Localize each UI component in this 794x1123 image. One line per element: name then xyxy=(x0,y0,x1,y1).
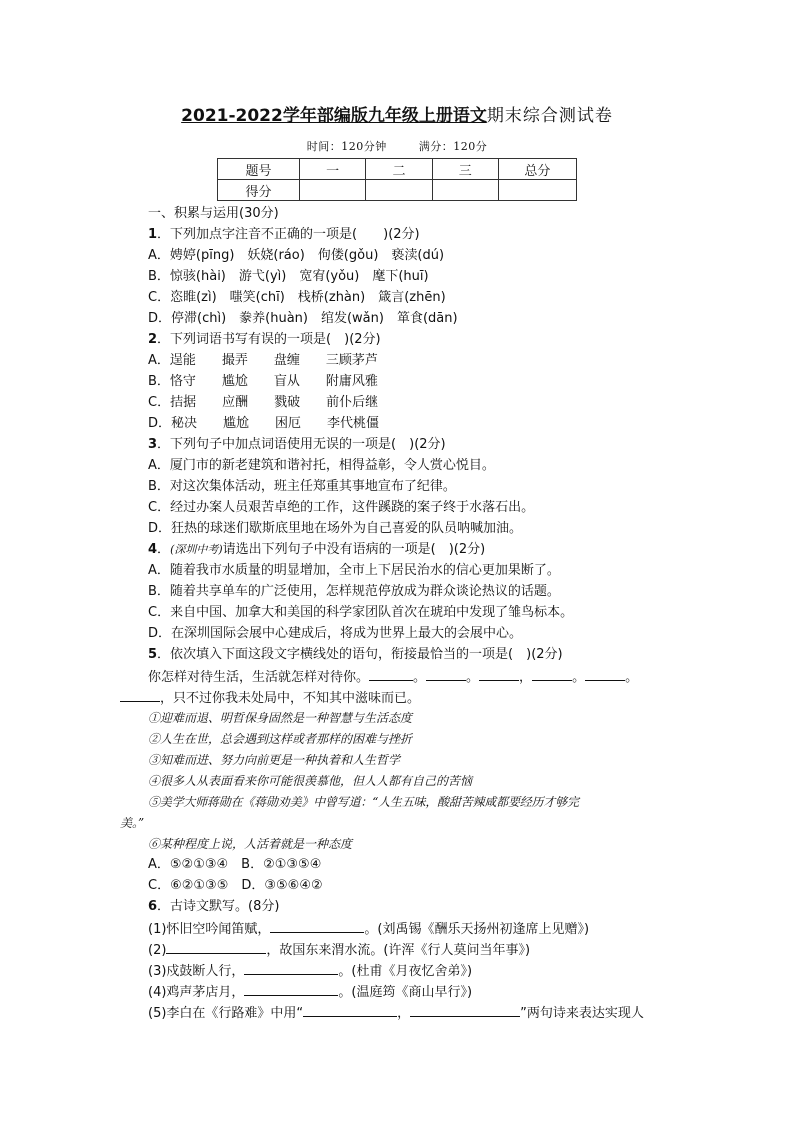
q5-options-ab: A．⑤②①③④ B．②①③⑤④ xyxy=(148,857,322,872)
passage-text: ，只不过你我未处局中，不知其中滋味而已。 xyxy=(160,691,421,706)
answer-blank[interactable] xyxy=(244,960,338,975)
q2-option-d: D．秘决 尴尬 困厄 李代桃僵 xyxy=(148,416,380,431)
header-cell: 题号 xyxy=(218,159,300,180)
title-main: 2021-2022学年部编版九年级上册语文 xyxy=(181,106,487,126)
answer-blank[interactable] xyxy=(410,1002,520,1017)
score-cell[interactable] xyxy=(432,180,498,201)
question-3-stem xyxy=(148,435,446,455)
exam-meta xyxy=(0,140,794,154)
answer-blank[interactable] xyxy=(166,939,266,954)
score-table-header-row xyxy=(218,159,577,180)
answer-blank[interactable] xyxy=(532,666,572,681)
question-number: 5 xyxy=(148,647,158,662)
q1-option-b: B．惊骇(hài) 游弋(yì) 宽宥(yǒu) 麾下(huī) xyxy=(148,269,429,284)
question-source: (深圳中考) xyxy=(170,543,223,556)
q4-option-d: D．在深圳国际会展中心建成后，将成为世界上最大的会展中心。 xyxy=(148,626,523,641)
poem-source: 。(刘禹锡《酬乐天扬州初逢席上见赠》) xyxy=(364,922,590,937)
question-text: ．古诗文默写。(8分) xyxy=(157,899,280,914)
q5-sentence-5-cont: 美。” xyxy=(120,816,145,830)
poem-source: ，故国东来渭水流。(许浑《行人莫问当年事》) xyxy=(266,943,531,958)
answer-blank[interactable] xyxy=(479,666,519,681)
q6-line-2 xyxy=(148,939,530,961)
q3-option-c: C．经过办案人员艰苦卓绝的工作，这件蹊跷的案子终于水落石出。 xyxy=(148,500,535,515)
section-heading: 一、积累与运用(30分) xyxy=(148,206,279,221)
poem-text: ， xyxy=(397,1006,411,1021)
passage-text: 你怎样对待生活，生活就怎样对待你。 xyxy=(148,670,370,685)
header-cell: 二 xyxy=(366,159,432,180)
q5-sentence-2: ②人生在世，总会遇到这样或者那样的困难与挫折 xyxy=(148,732,413,746)
poem-source: 。(杜甫《月夜忆舍弟》) xyxy=(338,964,473,979)
q1-option-a: A．娉婷(pīng) 妖娆(ráo) 佝偻(gǒu) 亵渎(dú) xyxy=(148,248,445,263)
q4-option-a: A．随着我市水质量的明显增加，全市上下居民治水的信心更加果断了。 xyxy=(148,563,560,578)
q4-option-b: B．随着共享单车的广泛使用，怎样规范停放成为群众谈论热议的话题。 xyxy=(148,584,560,599)
question-number: 4 xyxy=(148,542,158,557)
poem-text: (4)鸡声茅店月， xyxy=(148,985,245,1000)
full-score: 满分：120分 xyxy=(418,140,488,153)
question-text: ．下列词语书写有误的一项是( )(2分) xyxy=(157,332,381,347)
question-5-stem xyxy=(148,645,563,665)
question-text: ．依次填入下面这段文字横线处的语句，衔接最恰当的一项是( )(2分) xyxy=(157,647,563,662)
poem-text: ”两句诗来表达实现人 xyxy=(520,1006,644,1021)
question-text: ．下列句子中加点词语使用无误的一项是( )(2分) xyxy=(157,437,446,452)
q6-line-3 xyxy=(148,960,472,982)
q1-option-d: D．停滞(chì) 豢养(huàn) 绾发(wǎn) 箪食(dān) xyxy=(148,311,458,326)
answer-blank[interactable] xyxy=(270,918,364,933)
q5-passage-line-1: 你怎样对待生活，生活就怎样对待你。 。 。 ， 。 。 xyxy=(148,666,638,688)
answer-blank[interactable] xyxy=(120,687,160,702)
answer-blank[interactable] xyxy=(585,666,625,681)
q6-line-4 xyxy=(148,981,472,1003)
score-table-score-row xyxy=(218,180,577,201)
q2-option-c: C．拮据 应酬 戮破 前仆后继 xyxy=(148,395,379,410)
q5-sentence-1: ①迎难而退、明哲保身固然是一种智慧与生活态度 xyxy=(148,711,413,725)
poem-text: (2) xyxy=(148,943,167,958)
page-title xyxy=(0,104,794,128)
score-cell[interactable] xyxy=(366,180,432,201)
question-number: 6 xyxy=(148,899,158,914)
answer-blank[interactable] xyxy=(303,1002,397,1017)
question-number: 2 xyxy=(148,332,158,347)
question-text: ．下列加点字注音不正确的一项是( )(2分) xyxy=(157,227,420,242)
header-cell: 一 xyxy=(300,159,366,180)
q5-sentence-3: ③知难而进、努力向前更是一种执着和人生哲学 xyxy=(148,753,401,767)
q5-options-cd: C．⑥②①③⑤ D．③⑤⑥④② xyxy=(148,878,323,893)
q2-option-a: A．逞能 撮弄 盘缠 三顾茅芦 xyxy=(148,353,378,368)
score-cell[interactable] xyxy=(300,180,366,201)
question-number: 3 xyxy=(148,437,158,452)
poem-source: 。(温庭筠《商山早行》) xyxy=(338,985,473,1000)
question-6-stem xyxy=(148,897,279,917)
poem-text: (3)戍鼓断人行， xyxy=(148,964,245,979)
time-limit: 时间：120分钟 xyxy=(306,140,387,153)
question-2-stem xyxy=(148,330,381,350)
header-cell: 三 xyxy=(432,159,498,180)
score-cell[interactable] xyxy=(498,180,576,201)
q1-option-c: C．恣睢(zì) 嗤笑(chī) 栈桥(zhàn) 箴言(zhēn) xyxy=(148,290,446,305)
q5-sentence-6: ⑥某种程度上说，人活着就是一种态度 xyxy=(148,837,353,851)
question-1-stem xyxy=(148,225,420,245)
answer-blank[interactable] xyxy=(369,666,413,681)
answer-blank[interactable] xyxy=(244,981,338,996)
q4-option-c: C．来自中国、加拿大和美国的科学家团队首次在琥珀中发现了雏鸟标本。 xyxy=(148,605,574,620)
q3-option-d: D．狂热的球迷们歇斯底里地在场外为自己喜爱的队员呐喊加油。 xyxy=(148,521,523,536)
question-text: 请选出下列句子中没有语病的一项是( )(2分) xyxy=(222,542,486,557)
question-4-stem: 4．(深圳中考)请选出下列句子中没有语病的一项是( )(2分) xyxy=(148,542,486,557)
question-number: 1 xyxy=(148,227,158,242)
q3-option-b: B．对这次集体活动，班主任郑重其事地宣布了纪律。 xyxy=(148,479,456,494)
q6-line-1 xyxy=(148,918,589,940)
q5-sentence-5: ⑤美学大师蒋勋在《蒋勋劝美》中曾写道：“人生五味，酸甜苦辣咸都要经历才够完 xyxy=(148,795,579,809)
q5-sentence-4: ④很多人从表面看来你可能很羡慕他，但人人都有自己的苦恼 xyxy=(148,774,473,788)
q3-option-a: A．厦门市的新老建筑和谐衬托，相得益彰，令人赏心悦目。 xyxy=(148,458,495,473)
score-table xyxy=(217,158,577,201)
q5-passage-line-2 xyxy=(120,687,420,709)
answer-blank[interactable] xyxy=(426,666,466,681)
poem-text: (1)怀旧空吟闻笛赋， xyxy=(148,922,271,937)
poem-text: (5)李白在《行路难》中用“ xyxy=(148,1006,304,1021)
row-label: 得分 xyxy=(218,180,300,201)
title-tail: 期末综合测试卷 xyxy=(486,106,613,126)
header-cell: 总分 xyxy=(498,159,576,180)
q2-option-b: B．恪守 尴尬 盲从 附庸风雅 xyxy=(148,374,378,389)
q6-line-5 xyxy=(148,1002,644,1024)
